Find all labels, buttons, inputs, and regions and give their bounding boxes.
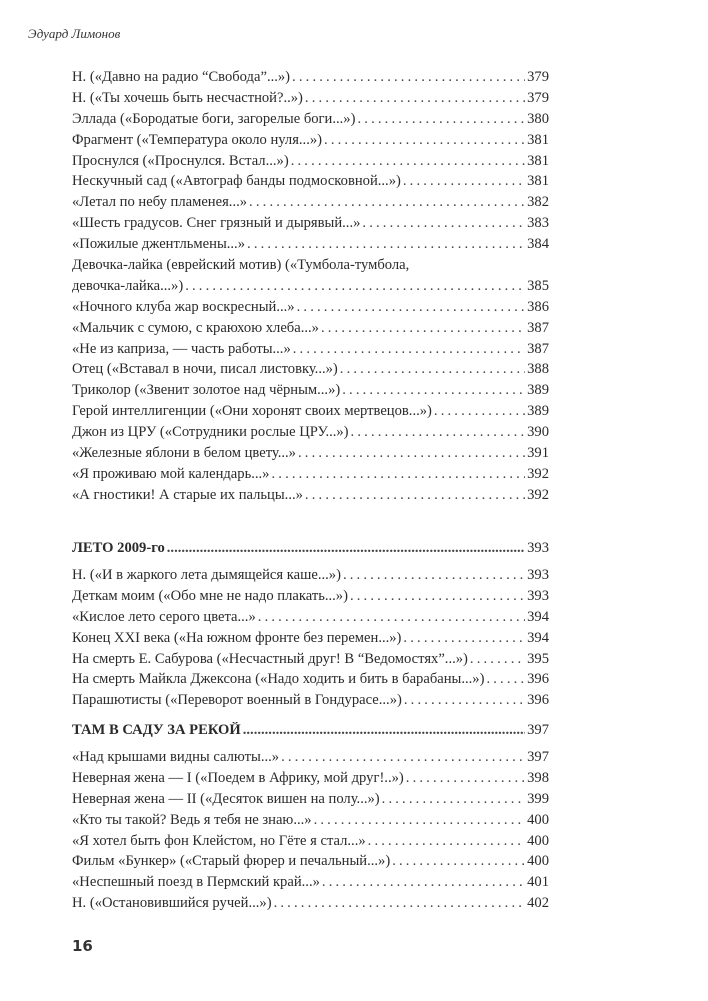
toc-entry <box>72 320 549 341</box>
entry-page: 382 <box>527 194 549 211</box>
dot-leader <box>297 299 526 316</box>
entry-page: 389 <box>527 382 549 399</box>
entry-title: «Кислое лето серого цвета...» <box>72 608 256 625</box>
entry-page: 394 <box>527 608 549 625</box>
entry-title: «Ночного клуба жар воскресный...» <box>72 298 295 315</box>
dot-leader <box>343 567 525 584</box>
toc-entry <box>72 630 549 651</box>
dot-leader <box>486 671 525 688</box>
entry-page: 391 <box>527 445 549 462</box>
dot-leader <box>382 791 525 808</box>
dot-leader <box>291 153 525 170</box>
toc-entry <box>72 403 549 424</box>
entry-page: 388 <box>527 361 549 378</box>
entry-title: «Я проживаю мой календарь...» <box>72 465 270 482</box>
entry-title: На смерть Е. Сабурова («Несчастный друг! В “Ведомостях”...») <box>72 650 468 667</box>
toc-entry <box>72 382 549 403</box>
toc-entry <box>72 153 549 174</box>
toc-entry <box>72 609 549 630</box>
dot-leader <box>406 770 525 787</box>
entry-title: Триколор («Звенит золотое над чёрным...») <box>72 382 341 399</box>
toc-entry <box>72 651 549 672</box>
dot-leader <box>340 361 525 378</box>
entry-title: ТАМ В САДУ ЗА РЕКОЙ <box>72 722 241 738</box>
entry-page: 389 <box>527 403 549 420</box>
entry-title: «Я хотел быть фон Клейстом, но Гёте я стал...» <box>72 832 366 849</box>
entry-page: 390 <box>527 424 549 441</box>
entry-page: 384 <box>527 236 549 253</box>
dot-leader <box>185 278 525 295</box>
dot-leader <box>314 812 526 829</box>
dot-leader <box>258 609 525 626</box>
section-heading <box>72 540 549 567</box>
dot-leader <box>368 833 525 850</box>
entry-page: 387 <box>527 340 549 357</box>
toc-entry <box>72 692 549 713</box>
entry-page: 381 <box>527 152 549 169</box>
dot-leader <box>362 215 525 232</box>
dot-leader <box>274 895 526 912</box>
entry-title: Проснулся («Проснулся. Встал...») <box>72 152 289 169</box>
entry-title: ЛЕТО 2009-го <box>72 540 165 556</box>
toc-entry <box>72 361 549 382</box>
toc-entry <box>72 278 549 299</box>
toc-entry <box>72 749 549 770</box>
dot-leader <box>404 692 525 709</box>
entry-page: 386 <box>527 298 549 315</box>
entry-page: 394 <box>527 629 549 646</box>
dot-leader <box>293 341 525 358</box>
entry-title: «Не из каприза, — часть работы...» <box>72 340 291 357</box>
entry-page: 380 <box>527 110 549 127</box>
entry-title: «Мальчик с сумою, с краюхою хлеба...» <box>72 319 319 336</box>
section-heading <box>72 722 549 749</box>
dot-leader <box>351 424 526 441</box>
entry-title: Герой интеллигенции («Они хоронят своих мертвецов...») <box>72 403 432 420</box>
dot-leader <box>292 69 525 86</box>
dot-leader <box>249 194 525 211</box>
dot-leader <box>167 540 525 557</box>
entry-title: девочка-лайка...») <box>72 277 184 294</box>
toc-entry <box>72 466 549 487</box>
entry-page: 400 <box>527 853 549 870</box>
toc-section-tam-v-sadu <box>72 722 549 916</box>
entry-title: На смерть Майкла Джексона («Надо ходить и бить в барабаны...») <box>72 671 485 688</box>
entry-title: Нескучный сад («Автограф банды подмосковной...») <box>72 173 401 190</box>
entry-title: Н. («Остановившийся ручей...») <box>72 895 272 912</box>
entry-title: Эллада («Бородатые боги, загорелые боги...») <box>72 110 356 127</box>
entry-title: «Кто ты такой? Ведь я тебя не знаю...» <box>72 811 312 828</box>
entry-page: 401 <box>527 874 549 891</box>
toc-entry <box>72 111 549 132</box>
entry-page: 383 <box>527 215 549 232</box>
dot-leader <box>247 236 525 253</box>
toc-entry <box>72 132 549 153</box>
toc-entry <box>72 90 549 111</box>
entry-title: «А гностики! А старые их пальцы...» <box>72 486 303 503</box>
entry-page: 392 <box>527 465 549 482</box>
entry-title: Н. («Давно на радио “Свобода”...») <box>72 69 291 85</box>
dot-leader <box>321 320 525 337</box>
entry-page: 398 <box>527 769 549 786</box>
entry-title: Неверная жена — II («Десяток вишен на полу...») <box>72 790 380 807</box>
entry-title: Н. («Ты хочешь быть несчастной?..») <box>72 89 303 106</box>
entry-page: 396 <box>527 671 549 688</box>
entry-title: «Неспешный поезд в Пермский край...» <box>72 874 320 891</box>
toc-entry <box>72 424 549 445</box>
dot-leader <box>470 651 525 668</box>
toc-entry <box>72 215 549 236</box>
dot-leader <box>305 487 525 504</box>
entry-title: Фильм «Бункер» («Старый фюрер и печальный...») <box>72 853 391 870</box>
toc-entry <box>72 173 549 194</box>
entry-page: 400 <box>527 832 549 849</box>
entry-page: 381 <box>527 131 549 148</box>
toc-entry <box>72 874 549 895</box>
dot-leader <box>298 445 525 462</box>
toc-entry <box>72 299 549 320</box>
dot-leader <box>357 111 525 128</box>
dot-leader <box>271 466 525 483</box>
toc-entry <box>72 341 549 362</box>
entry-page: 402 <box>527 895 549 912</box>
dot-leader <box>322 874 525 891</box>
entry-title: «Летал по небу пламенея...» <box>72 194 248 211</box>
dot-leader <box>392 853 525 870</box>
entry-title: «Пожилые джентльмены...» <box>72 236 246 253</box>
toc-entry <box>72 236 549 257</box>
dot-leader <box>342 382 525 399</box>
dot-leader <box>243 722 525 739</box>
entry-page: 396 <box>527 692 549 709</box>
entry-title: Фрагмент («Температура около нуля...») <box>72 131 323 148</box>
dot-leader <box>434 403 525 420</box>
toc-entry <box>72 445 549 466</box>
entry-page: 379 <box>527 89 549 106</box>
entry-title: «Над крышами видны салюты...» <box>72 749 280 765</box>
dot-leader <box>403 630 525 647</box>
entry-title: Конец XXI века («На южном фронте без перемен...») <box>72 629 402 646</box>
toc-block-1 <box>72 69 549 508</box>
entry-page: 385 <box>527 277 549 294</box>
toc-entry <box>72 791 549 812</box>
page-number: 16 <box>72 937 93 955</box>
toc-entry <box>72 770 549 791</box>
dot-leader <box>305 90 525 107</box>
entry-page: 393 <box>527 567 549 583</box>
entry-page: 392 <box>527 486 549 503</box>
toc-entry <box>72 895 549 916</box>
entry-page: 400 <box>527 811 549 828</box>
dot-leader <box>403 173 525 190</box>
entry-page: 381 <box>527 173 549 190</box>
toc-entry <box>72 194 549 215</box>
entry-title: Деткам моим («Обо мне не надо плакать...») <box>72 587 348 604</box>
toc-entry-line1: Девочка-лайка (еврейский мотив) («Тумбола-тумбола, <box>72 257 410 274</box>
entry-title: Джон из ЦРУ («Сотрудники рослые ЦРУ...») <box>72 424 349 441</box>
toc-entry <box>72 833 549 854</box>
toc-entry <box>72 853 549 874</box>
toc-entry <box>72 487 549 508</box>
entry-page: 387 <box>527 319 549 336</box>
entry-title: «Шесть градусов. Снег грязный и дырявый...» <box>72 215 361 232</box>
dot-leader <box>281 749 525 766</box>
toc-entry <box>72 69 549 90</box>
dot-leader <box>324 132 525 149</box>
toc-entry <box>72 567 549 588</box>
toc-entry <box>72 812 549 833</box>
entry-page: 393 <box>527 587 549 604</box>
entry-page: 397 <box>527 749 549 765</box>
entry-page: 393 <box>527 540 549 556</box>
toc-entry <box>72 671 549 692</box>
entry-page: 397 <box>527 722 549 738</box>
entry-page: 395 <box>527 650 549 667</box>
running-head: Эдуард Лимонов <box>28 26 121 41</box>
entry-title: Н. («И в жаркого лета дымящейся каше...») <box>72 567 341 583</box>
toc-section-leto-2009 <box>72 540 549 713</box>
entry-title: Парашютисты («Переворот военный в Гондурасе...») <box>72 692 402 709</box>
entry-page: 399 <box>527 790 549 807</box>
entry-title: «Железные яблони в белом цвету...» <box>72 445 296 462</box>
entry-page: 379 <box>527 69 549 85</box>
dot-leader <box>350 588 525 605</box>
toc-entry <box>72 588 549 609</box>
entry-title: Неверная жена — I («Поедем в Африку, мой друг!..») <box>72 769 404 786</box>
entry-title: Отец («Вставал в ночи, писал листовку...») <box>72 361 338 378</box>
